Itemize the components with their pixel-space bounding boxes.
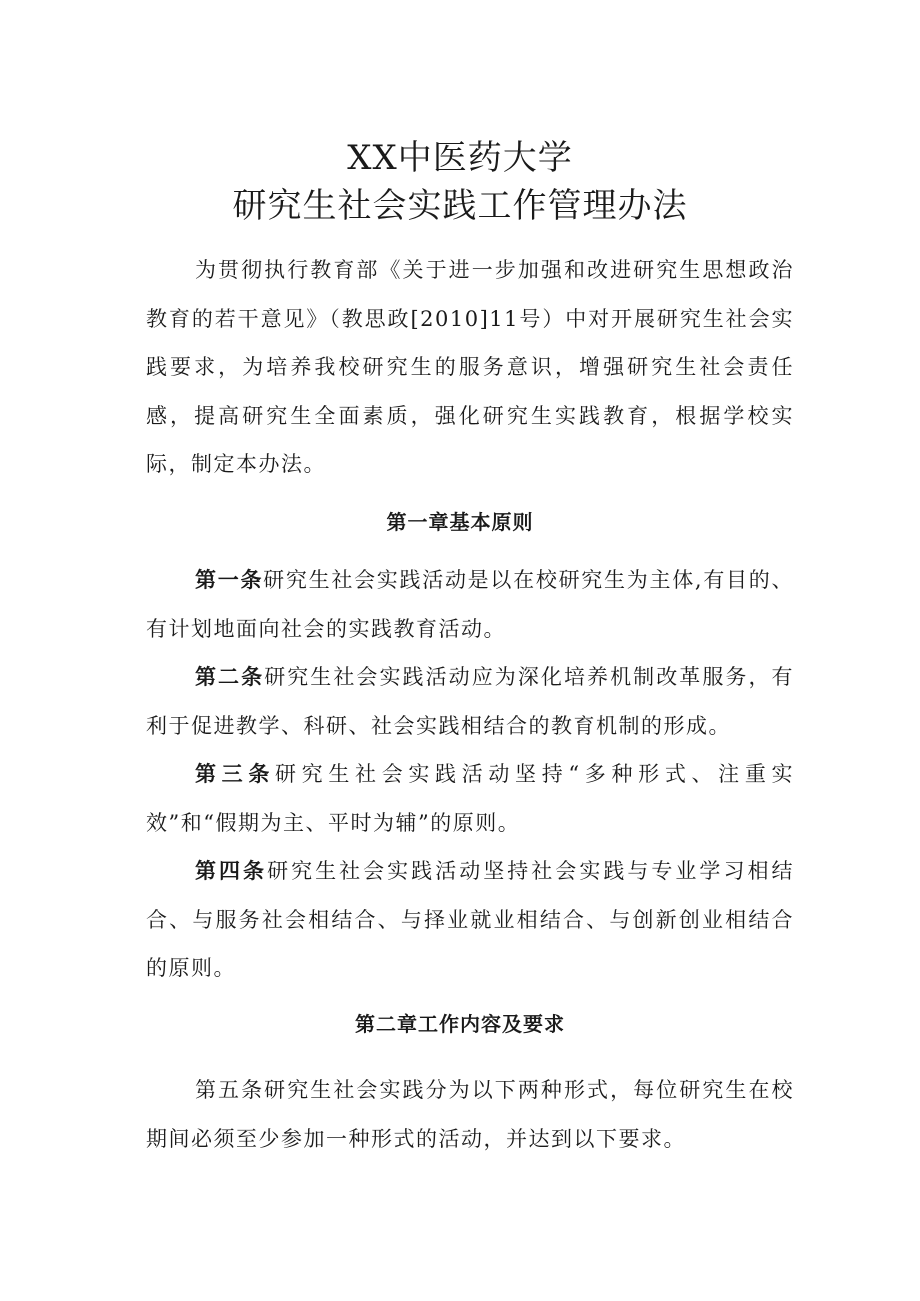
- article-1-label: 第一条: [195, 568, 264, 592]
- article-5: 第五条研究生社会实践分为以下两种形式，每位研究生在校期间必须至少参加一种形式的活动，并达到以下要求。: [146, 1078, 794, 1151]
- article-4-label: 第四条: [195, 859, 268, 883]
- article-1-text: 研究生社会实践活动是以在校研究生为主体,有目的、有计划地面向社会的实践教育活动。: [146, 568, 794, 641]
- chapter-2-heading: 第二章工作内容及要求: [355, 1012, 565, 1036]
- article-2-text: 研究生社会实践活动应为深化培养机制改革服务，有利于促进教学、科研、社会实践相结合的教育机制的形成。: [146, 665, 795, 738]
- article-4: [146, 847, 794, 993]
- chapter-1-heading: 第一章基本原则: [386, 510, 534, 534]
- document-title: [0, 134, 920, 230]
- article-3: [146, 750, 794, 847]
- article-1: [146, 556, 794, 653]
- article-4-text: 研究生社会实践活动坚持社会实践与专业学习相结合、与服务社会相结合、与择业就业相结合、与创新创业相结合的原则。: [146, 859, 794, 980]
- article-2-label: 第二条: [195, 665, 265, 689]
- article-3-text: 研究生社会实践活动坚持“多种形式、注重实效”和“假期为主、平时为辅”的原则。: [146, 762, 795, 835]
- title-line-regulation: 研究生社会实践工作管理办法: [232, 186, 688, 226]
- article-3-label: 第三条: [195, 762, 276, 786]
- intro-paragraph: 为贯彻执行教育部《关于进一步加强和改进研究生思想政治教育的若干意见》（教思政[2010]11号）中对开展研究生社会实践要求，为培养我校研究生的服务意识，增强研究生社会责任感，提高研究生全面素质，强化研究生实践教育，根据学校实际，制定本办法。: [146, 258, 794, 476]
- article-2: [146, 653, 794, 750]
- title-line-university: XX中医药大学: [347, 138, 573, 178]
